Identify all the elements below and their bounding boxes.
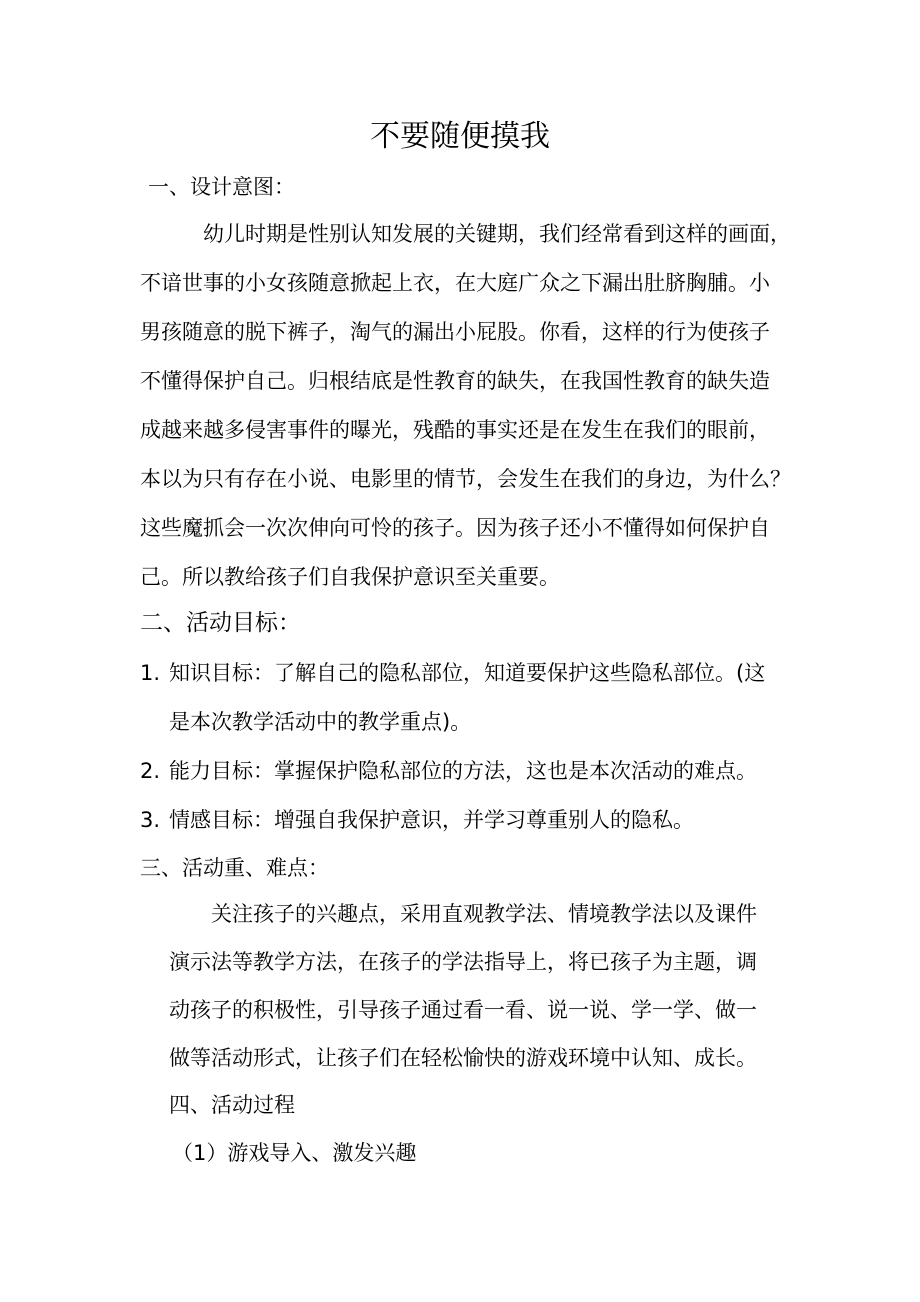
paragraph-line: 动孩子的积极性，引导孩子通过看一看、说一说、学一学、做一 bbox=[169, 998, 757, 1022]
list-item bbox=[140, 805, 694, 835]
section-heading-key-points: 三、活动重、难点： bbox=[140, 856, 329, 880]
paragraph-line: 成越来越多侵害事件的曝光，残酷的事实还是在发生在我们的眼前， bbox=[140, 418, 770, 442]
section-heading-activity-goals: 二、活动目标： bbox=[140, 610, 301, 636]
paragraph-line: 做等活动形式，让孩子们在轻松愉快的游戏环境中认知、成长。 bbox=[169, 1046, 757, 1070]
paragraph-line: 这些魔抓会一次次伸向可怜的孩子。因为孩子还小不懂得如何保护自 bbox=[140, 516, 770, 540]
paragraph-line: 演示法等教学方法，在孩子的学法指导上，将已孩子为主题，调 bbox=[169, 950, 757, 974]
list-item-number: 3. bbox=[140, 808, 161, 832]
paragraph-line: 关注孩子的兴趣点，采用直观教学法、情境教学法以及课件 bbox=[211, 902, 757, 926]
paragraph-line: 本以为只有存在小说、电影里的情节，会发生在我们的身边，为什么？ bbox=[140, 467, 791, 491]
list-item-continuation: 是本次教学活动中的教学重点)。 bbox=[169, 710, 472, 734]
paragraph-line: 不懂得保护自己。归根结底是性教育的缺失，在我国性教育的缺失造 bbox=[140, 369, 770, 393]
document-title: 不要随便摸我 bbox=[370, 119, 550, 154]
subsection-heading: （1）游戏导入、激发兴趣 bbox=[172, 1141, 417, 1165]
paragraph-line: 己。所以教给孩子们自我保护意识至关重要。 bbox=[140, 565, 560, 589]
list-item-text: 情感目标：增强自我保护意识，并学习尊重别人的隐私。 bbox=[169, 808, 694, 832]
list-item-number: 1. bbox=[140, 661, 161, 685]
paragraph-line: 不谙世事的小女孩随意掀起上衣，在大庭广众之下漏出肚脐胸脯。小 bbox=[140, 271, 770, 295]
list-item bbox=[140, 756, 757, 786]
paragraph-line: 男孩随意的脱下裤子，淘气的漏出小屁股。你看，这样的行为使孩子 bbox=[140, 320, 770, 344]
section-heading-design-intent: 一、设计意图： bbox=[148, 175, 295, 199]
list-item-number: 2. bbox=[140, 759, 161, 783]
list-item-text: 能力目标：掌握保护隐私部位的方法，这也是本次活动的难点。 bbox=[169, 759, 757, 783]
list-item-text: 知识目标：了解自己的隐私部位，知道要保护这些隐私部位。(这 bbox=[169, 661, 766, 685]
section-heading-activity-process: 四、活动过程 bbox=[169, 1093, 295, 1117]
list-item bbox=[140, 658, 765, 688]
paragraph-line: 幼儿时期是性别认知发展的关键期，我们经常看到这样的画面， bbox=[203, 222, 791, 246]
